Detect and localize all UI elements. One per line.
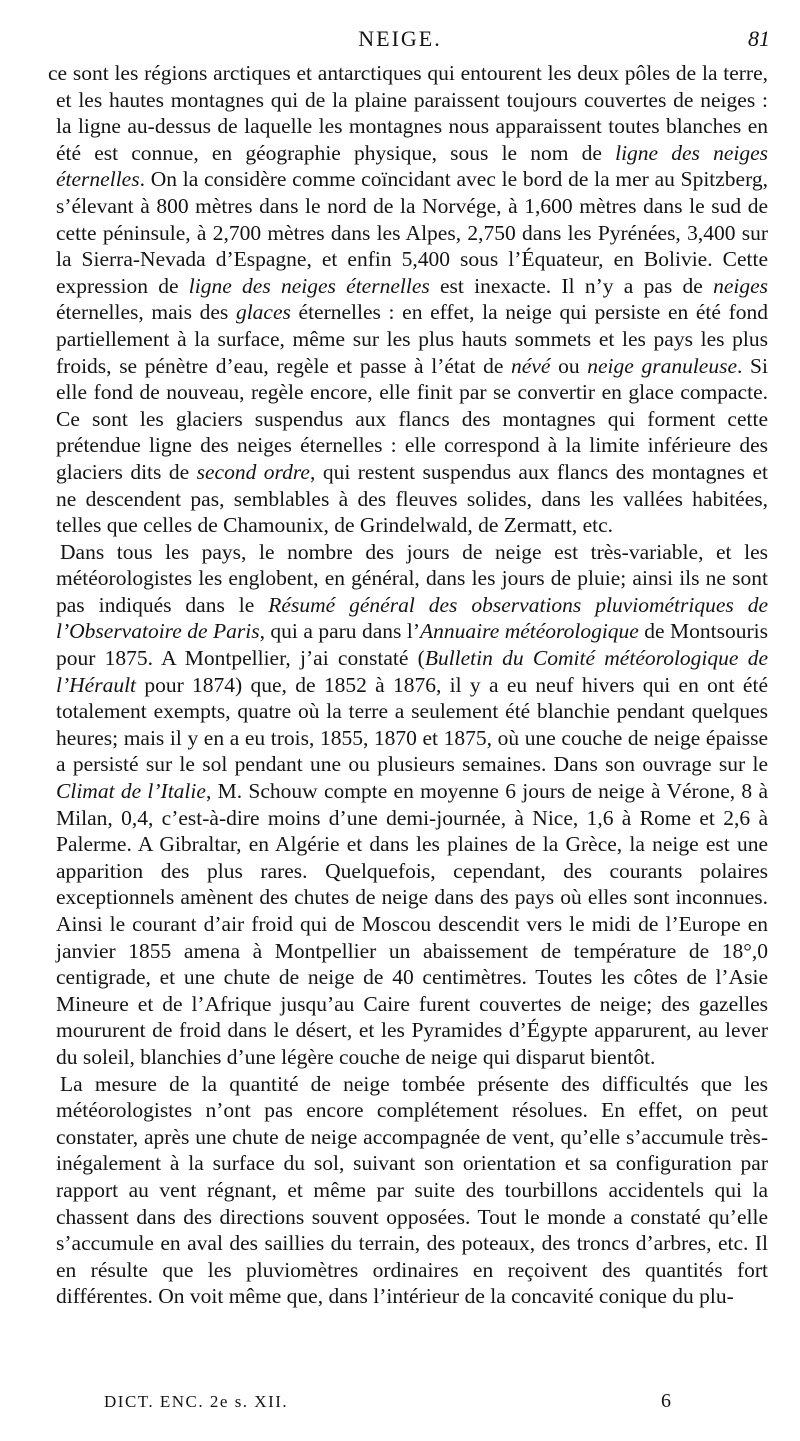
paragraph xyxy=(56,539,768,1071)
italic-text: glaces xyxy=(235,300,291,325)
italic-text: Climat de l’Italie xyxy=(56,779,206,804)
italic-text: neige granuleuse xyxy=(587,353,738,378)
text-run: est inexacte. Il n’y a pas de xyxy=(429,273,714,298)
italic-text: second ordre xyxy=(196,459,310,484)
page-number: 81 xyxy=(748,26,770,51)
italic-text: neiges xyxy=(713,273,768,298)
body-text xyxy=(48,60,769,1310)
running-title: NEIGE. xyxy=(358,26,442,51)
signature-number: 6 xyxy=(661,1390,671,1412)
italic-text: névé xyxy=(511,353,551,378)
text-run: de Montsouris pour 1875. A Montpellier, j’ai constaté ( xyxy=(56,619,769,671)
printer-signature: DICT. ENC. 2e s. XII. xyxy=(104,1392,289,1411)
text-run: ou xyxy=(550,353,588,378)
italic-text: ligne des neiges éternelles xyxy=(56,140,769,192)
italic-text: Annuaire météorologique xyxy=(420,619,639,644)
text-run: éternelles, mais des xyxy=(56,300,236,325)
text-run: . Si elle fond de nouveau, regèle encore, elle finit par se convertir en glace compacte. Ce sont les glaciers suspendus aux flancs des montagnes qui forment cette prétendue ligne des neiges éternelles : elle correspond à la limite inférieure des glaciers dits de xyxy=(56,353,768,484)
italic-text: Résumé général des observations pluviométriques de l’Observatoire de Paris xyxy=(56,592,769,644)
page-footer xyxy=(0,1392,800,1422)
text-run: éternelles : en effet, la neige qui persiste en été fond partiellement à la surface, même sur les plus hauts sommets et les pays les plus froids, se pénètre d’eau, regèle et passe à l’état de xyxy=(56,300,768,378)
text-run: , qui restent suspendus aux flancs des montagnes et ne descendent pas, semblables à des fleuves solides, dans les vallées habitées, telles que celles de Chamounix, de Grindelwald, de Zermatt, etc. xyxy=(56,459,768,538)
italic-text: ligne des neiges éternelles xyxy=(188,273,430,298)
text-run: La mesure de la quantité de neige tombée présente des difficultés que les météorologistes n’ont pas encore complétement résolues. En effet, on peut constater, après une chute de neige accompagnée de vent, qu’elle s’accumule très-inégalement à la surface du sol, suivant son orientation et sa configuration par rapport au vent régnant, et même par suite des tourbillons accidentels qui la chassent dans des directions souvent opposées. Tout le monde a constaté qu’elle s’accumule en aval des saillies du terrain, des poteaux, des troncs d’arbres, etc. Il en résulte que les pluviomètres ordinaires en reçoivent des quantités fort différentes. On voit même que, dans l’intérieur de la concavité conique du plu- xyxy=(56,1071,768,1309)
text-run: , M. Schouw compte en moyenne 6 jours de neige à Vérone, 8 à Milan, 0,4, c’est-à-dire moins d’une demi-journée, à Nice, 1,6 à Rome et 2,6 à Palerme. A Gibraltar, en Algérie et dans les plaines de la Grèce, la neige est une apparition des plus rares. Quelquefois, cependant, des courants polaires exceptionnels amènent des chutes de neige dans des pays où elles sont inconnues. Ainsi le courant d’air froid qui de Moscou descendit vers le midi de l’Europe en janvier 1855 amena à Montpellier un abaissement de température de 18°,0 centigrade, et une chute de neige de 40 centimètres. Toutes les côtes de l’Asie Mineure et de l’Afrique jusqu’au Caire furent couvertes de neige; des gazelles moururent de froid dans le désert, et les Pyramides d’Égypte apparurent, au lever du soleil, blanchies d’une légère couche de neige qui disparut bientôt. xyxy=(56,779,768,1069)
page-header xyxy=(0,22,800,56)
paragraph xyxy=(56,1071,768,1310)
text-run: , qui a paru dans l’ xyxy=(259,619,421,644)
text-run: Dans tous les pays, le nombre des jours de neige est très-variable, et les météorologistes les englobent, en général, dans les jours de pluie; ainsi ils ne sont pas indiqués dans le xyxy=(56,539,768,617)
text-run: . On la considère comme coïncidant avec le bord de la mer au Spitzberg, s’élevant à 800 mètres dans le nord de la Norvége, à 1,600 mètres dans le sud de cette péninsule, à 2,700 mètres dans les Alpes, 2,750 dans les Pyrénées, 3,400 sur la Sierra-Nevada d’Espagne, et enfin 5,400 sous l’Équateur, en Bolivie. Cette expression de xyxy=(56,167,768,298)
italic-text: Bulletin du Comité météorologique de l’Hérault xyxy=(56,646,768,697)
paragraph xyxy=(48,60,769,539)
text-run: pour 1874) que, de 1852 à 1876, il y a eu neuf hivers qui en ont été totalement exempts, quatre où la terre a seulement été blanchie pendant quelques heures; mais il y en a eu trois, 1855, 1870 et 1875, où une couche de neige épaisse a persisté sur le sol pendant une ou plusieurs semaines. Dans son ouvrage sur le xyxy=(56,672,768,777)
text-run: ce sont les régions arctiques et antarctiques qui entourent les deux pôles de la terre, et les hautes montagnes qui de la plaine paraissent toujours couvertes de neiges : la ligne au-dessus de laquelle les montagnes nous apparaissent toutes blanches en été est connue, en géographie physique, sous le nom de xyxy=(48,61,768,165)
